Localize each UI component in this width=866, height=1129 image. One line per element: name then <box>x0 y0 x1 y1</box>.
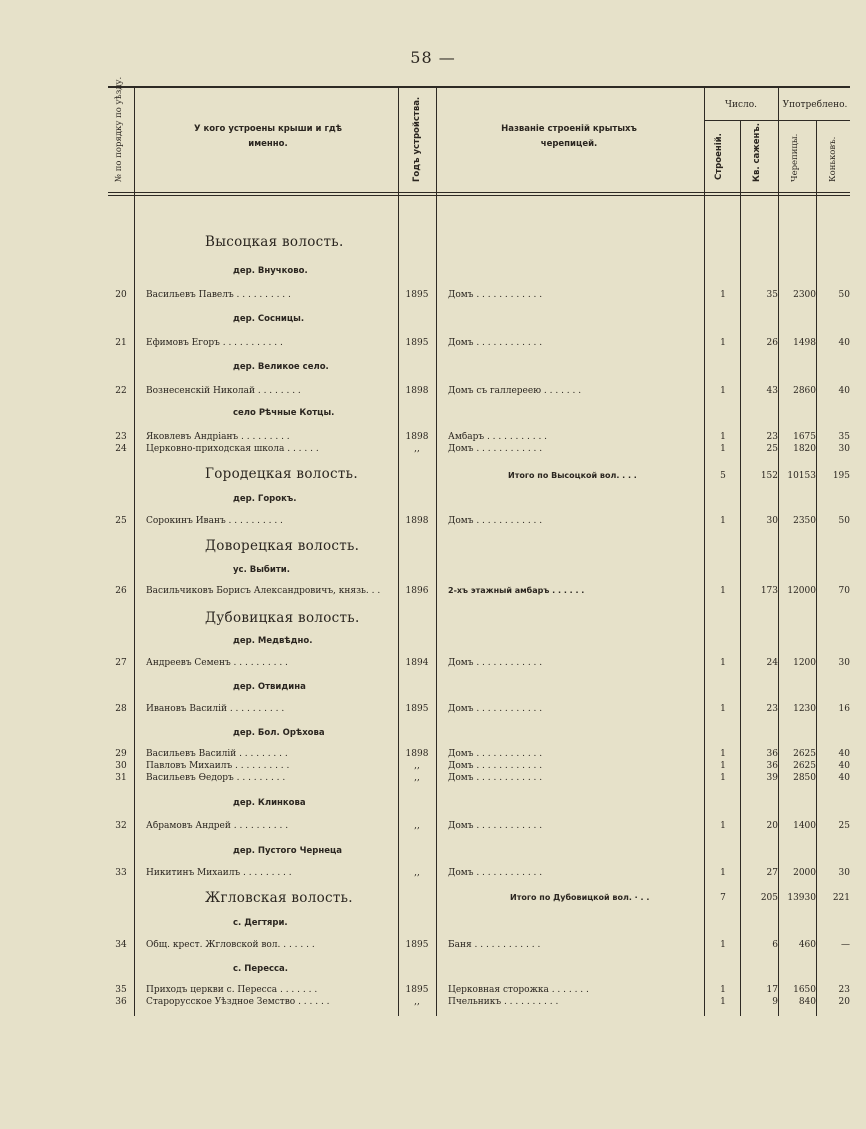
section-title: Городецкая волость. <box>205 466 358 482</box>
row-ridge: 40 <box>838 761 850 771</box>
row-tiles: 460 <box>798 940 816 950</box>
row-ridge: 23 <box>838 985 850 995</box>
village-heading: село Рѣчные Котцы. <box>233 408 335 418</box>
row-structures: 1 <box>720 997 726 1007</box>
row-year: ,, <box>414 444 420 454</box>
header-number: № по порядку по уѣзду. <box>114 76 124 182</box>
row-structures: 1 <box>720 940 726 950</box>
row-ridge: 16 <box>838 704 850 714</box>
table-row <box>108 985 850 997</box>
row-owner: Приходъ церкви с. Пересса . . . . . . . <box>146 985 318 995</box>
village-heading: дер. Великое село. <box>233 362 329 372</box>
total-structures: 5 <box>720 471 726 481</box>
section-title: Высоцкая волость. <box>205 234 344 250</box>
table-row <box>108 386 850 398</box>
table-row <box>108 773 850 785</box>
row-year: ,, <box>414 761 420 771</box>
village-heading: дер. Пустого Чернеца <box>233 846 342 856</box>
row-owner: Андреевъ Семенъ . . . . . . . . . . <box>146 658 288 668</box>
section-title: Доворецкая волость. <box>205 538 360 554</box>
total-structures: 7 <box>720 893 726 903</box>
row-building: Домъ . . . . . . . . . . . . <box>448 821 543 831</box>
row-ridge: 40 <box>838 338 850 348</box>
row-structures: 1 <box>720 444 726 454</box>
row-building: Домъ съ галлереею . . . . . . . <box>448 386 582 396</box>
row-tiles: 2860 <box>793 386 816 396</box>
header-owner-line1: У кого устроены крыши и гдѣ <box>193 124 343 134</box>
row-structures: 1 <box>720 773 726 783</box>
row-ridge: 50 <box>838 290 850 300</box>
header-building-line2: черепицей. <box>540 139 598 149</box>
table-row <box>108 658 850 670</box>
row-number: 33 <box>115 868 127 878</box>
table-row <box>108 432 850 444</box>
row-cubic: 36 <box>766 761 778 771</box>
row-building: Церковная сторожка . . . . . . . <box>448 985 589 995</box>
row-owner: Ефимовъ Егоръ . . . . . . . . . . . <box>146 338 283 348</box>
row-tiles: 1820 <box>793 444 816 454</box>
row-owner: Старорусское Уѣздное Земство . . . . . . <box>146 997 330 1007</box>
header-owner-line2: именно. <box>248 139 288 149</box>
table-row <box>108 290 850 302</box>
row-cubic: 24 <box>766 658 778 668</box>
row-owner: Павловъ Михаилъ . . . . . . . . . . <box>146 761 290 771</box>
row-cubic: 25 <box>766 444 778 454</box>
row-owner: Васильевъ Ѳедоръ . . . . . . . . . <box>146 773 286 783</box>
table-row <box>108 997 850 1009</box>
row-building: Домъ . . . . . . . . . . . . <box>448 516 543 526</box>
table-row <box>108 444 850 456</box>
row-cubic: 27 <box>766 868 778 878</box>
row-year: 1898 <box>405 432 429 442</box>
row-year: 1895 <box>405 704 429 714</box>
row-owner: Яковлевъ Андріанъ . . . . . . . . . <box>146 432 290 442</box>
row-ridge: 25 <box>838 821 850 831</box>
village-heading: дер. Клинкова <box>233 798 306 808</box>
row-structures: 1 <box>720 761 726 771</box>
row-structures: 1 <box>720 658 726 668</box>
table-row <box>108 821 850 833</box>
row-number: 25 <box>115 516 127 526</box>
row-building: Пчельникъ . . . . . . . . . . <box>448 997 559 1007</box>
total-label: Итого по Высоцкой вол. . . . <box>508 471 637 480</box>
row-cubic: 173 <box>760 586 778 596</box>
row-building: Домъ . . . . . . . . . . . . <box>448 704 543 714</box>
table-row <box>108 761 850 773</box>
row-tiles: 1200 <box>793 658 816 668</box>
row-year: ,, <box>414 868 420 878</box>
row-owner: Ивановъ Василій . . . . . . . . . . <box>146 704 285 714</box>
table-row <box>108 940 850 952</box>
section-title: Жгловская волость. <box>205 890 353 906</box>
row-cubic: 30 <box>766 516 778 526</box>
row-tiles: 1400 <box>793 821 816 831</box>
total-cubic: 152 <box>760 471 778 481</box>
row-number: 21 <box>115 338 127 348</box>
row-cubic: 26 <box>766 338 778 348</box>
header-tiles: Черепицы. <box>790 133 800 182</box>
header-used-group: Употреблено. <box>782 100 848 110</box>
table-row <box>108 704 850 716</box>
row-number: 27 <box>115 658 127 668</box>
header-structures: Строеній. <box>714 133 724 180</box>
row-structures: 1 <box>720 586 726 596</box>
row-building: Домъ . . . . . . . . . . . . <box>448 338 543 348</box>
row-structures: 1 <box>720 985 726 995</box>
row-number: 22 <box>115 386 127 396</box>
row-ridge: 50 <box>838 516 850 526</box>
row-building: Домъ . . . . . . . . . . . . <box>448 658 543 668</box>
row-year: 1898 <box>405 386 429 396</box>
row-year: 1898 <box>405 516 429 526</box>
row-building: 2-хъ этажный амбаръ . . . . . . <box>448 586 585 595</box>
row-owner: Васильчиковъ Борисъ Александровичъ, князь. . . <box>146 586 381 596</box>
row-owner: Церковно-приходская школа . . . . . . <box>146 444 319 454</box>
row-number: 20 <box>115 290 127 300</box>
row-building: Домъ . . . . . . . . . . . . <box>448 761 543 771</box>
row-tiles: 2625 <box>793 761 816 771</box>
header-year: Годъ устройства. <box>412 96 422 182</box>
row-number: 32 <box>115 821 127 831</box>
row-cubic: 35 <box>766 290 778 300</box>
row-cubic: 23 <box>766 432 778 442</box>
row-number: 23 <box>115 432 127 442</box>
table-row <box>108 868 850 880</box>
row-building: Домъ . . . . . . . . . . . . <box>448 868 543 878</box>
row-structures: 1 <box>720 290 726 300</box>
row-building: Баня . . . . . . . . . . . . <box>448 940 541 950</box>
village-heading: дер. Горокъ. <box>233 494 297 504</box>
row-tiles: 840 <box>798 997 816 1007</box>
total-label: Итого по Дубовицкой вол. · . . <box>510 893 650 902</box>
row-cubic: 43 <box>766 386 778 396</box>
row-year: 1894 <box>405 658 429 668</box>
row-building: Амбаръ . . . . . . . . . . . <box>448 432 548 442</box>
village-heading: дер. Медвѣдно. <box>233 636 313 646</box>
row-cubic: 6 <box>772 940 778 950</box>
row-number: 30 <box>115 761 127 771</box>
row-tiles: 1650 <box>793 985 816 995</box>
table-row <box>108 749 850 761</box>
row-structures: 1 <box>720 821 726 831</box>
row-building: Домъ . . . . . . . . . . . . <box>448 444 543 454</box>
row-tiles: 2350 <box>793 516 816 526</box>
row-ridge: 20 <box>838 997 850 1007</box>
row-ridge: 70 <box>838 586 850 596</box>
row-building: Домъ . . . . . . . . . . . . <box>448 773 543 783</box>
row-structures: 1 <box>720 749 726 759</box>
row-owner: Васильевъ Павелъ . . . . . . . . . . <box>146 290 291 300</box>
table-row <box>108 338 850 350</box>
row-number: 24 <box>115 444 127 454</box>
row-ridge: 30 <box>838 868 850 878</box>
row-year: ,, <box>414 773 420 783</box>
header-building <box>438 122 700 152</box>
village-heading: дер. Внучково. <box>233 266 308 276</box>
section-title: Дубовицкая волость. <box>205 610 360 626</box>
row-year: 1895 <box>405 290 429 300</box>
row-tiles: 1675 <box>793 432 816 442</box>
page-number: 58 — <box>410 48 456 67</box>
row-year: ,, <box>414 821 420 831</box>
row-owner: Общ. крест. Жгловской вол. . . . . . . <box>146 940 315 950</box>
row-structures: 1 <box>720 432 726 442</box>
row-owner: Сорокинъ Иванъ . . . . . . . . . . <box>146 516 283 526</box>
row-ridge: — <box>841 940 850 950</box>
row-year: ,, <box>414 997 420 1007</box>
row-structures: 1 <box>720 516 726 526</box>
row-ridge: 40 <box>838 773 850 783</box>
table-row <box>108 586 850 598</box>
row-year: 1895 <box>405 985 429 995</box>
row-owner: Абрамовъ Андрей . . . . . . . . . . <box>146 821 289 831</box>
village-heading: дер. Сосницы. <box>233 314 305 324</box>
row-structures: 1 <box>720 868 726 878</box>
total-ridge: 221 <box>832 893 850 903</box>
row-cubic: 23 <box>766 704 778 714</box>
row-building: Домъ . . . . . . . . . . . . <box>448 749 543 759</box>
row-number: 34 <box>115 940 127 950</box>
village-heading: с. Дегтяри. <box>233 918 288 928</box>
header-owner <box>148 122 388 152</box>
village-heading: дер. Отвидина <box>233 682 306 692</box>
row-cubic: 17 <box>766 985 778 995</box>
village-heading: дер. Бол. Орѣхова <box>233 728 325 738</box>
row-number: 31 <box>115 773 127 783</box>
header-count-group: Число. <box>725 100 757 110</box>
row-number: 26 <box>115 586 127 596</box>
row-cubic: 9 <box>772 997 778 1007</box>
row-structures: 1 <box>720 386 726 396</box>
row-tiles: 2850 <box>793 773 816 783</box>
row-tiles: 1498 <box>793 338 816 348</box>
row-structures: 1 <box>720 338 726 348</box>
row-tiles: 2000 <box>793 868 816 878</box>
row-number: 29 <box>115 749 127 759</box>
total-cubic: 205 <box>760 893 778 903</box>
row-year: 1895 <box>405 940 429 950</box>
row-ridge: 30 <box>838 444 850 454</box>
village-heading: с. Пересса. <box>233 964 288 974</box>
row-ridge: 35 <box>838 432 850 442</box>
row-number: 28 <box>115 704 127 714</box>
total-ridge: 195 <box>832 471 850 481</box>
row-year: 1895 <box>405 338 429 348</box>
row-ridge: 30 <box>838 658 850 668</box>
row-tiles: 2300 <box>793 290 816 300</box>
total-tiles: 13930 <box>787 893 816 903</box>
header-building-line1: Названіе строеній крытыхъ <box>501 124 637 134</box>
row-tiles: 2625 <box>793 749 816 759</box>
village-heading: ус. Выбити. <box>233 565 290 575</box>
row-year: 1896 <box>405 586 429 596</box>
row-ridge: 40 <box>838 749 850 759</box>
total-row <box>108 893 850 905</box>
row-number: 35 <box>115 985 127 995</box>
row-ridge: 40 <box>838 386 850 396</box>
row-year: 1898 <box>405 749 429 759</box>
row-cubic: 20 <box>766 821 778 831</box>
row-owner: Вознесенскій Николай . . . . . . . . <box>146 386 301 396</box>
total-tiles: 10153 <box>787 471 816 481</box>
row-number: 36 <box>115 997 127 1007</box>
row-cubic: 39 <box>766 773 778 783</box>
row-owner: Никитинъ Михаилъ . . . . . . . . . <box>146 868 292 878</box>
header-ridge: Коньковъ. <box>828 136 838 182</box>
row-building: Домъ . . . . . . . . . . . . <box>448 290 543 300</box>
table-row <box>108 516 850 528</box>
row-cubic: 36 <box>766 749 778 759</box>
row-tiles: 1230 <box>793 704 816 714</box>
row-owner: Васильевъ Василій . . . . . . . . . <box>146 749 288 759</box>
total-row <box>108 471 850 483</box>
row-tiles: 12000 <box>787 586 816 596</box>
row-structures: 1 <box>720 704 726 714</box>
header-cubic: Кв. саженъ. <box>752 122 762 182</box>
